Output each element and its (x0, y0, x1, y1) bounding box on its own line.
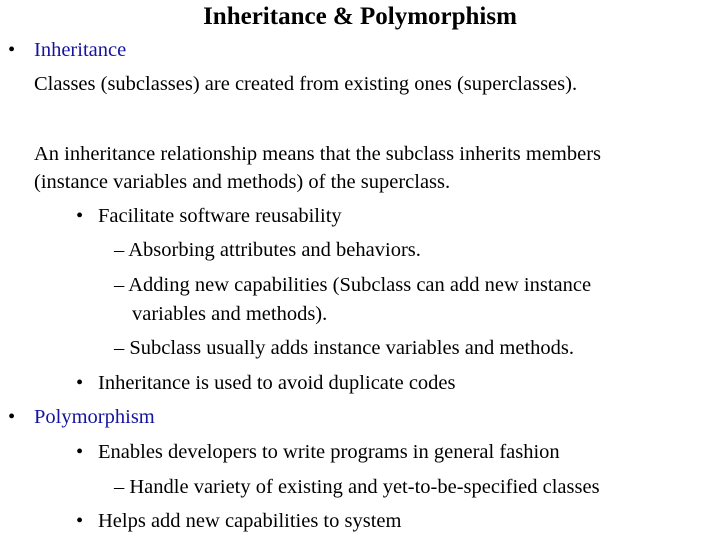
bullet-marker: • (76, 372, 84, 394)
bullet-marker: • (8, 406, 16, 428)
bullet-marker: • (76, 205, 84, 227)
inheritance-intro: Classes (subclasses) are created from existing ones (superclasses). (34, 73, 578, 95)
bullet-marker: • (76, 510, 84, 532)
capabilities-item: Helps add new capabilities to system (98, 510, 402, 532)
inheritance-relationship-line2: (instance variables and methods) of the superclass. (34, 171, 451, 193)
reuse-subitem-subclass-adds: – Subclass usually adds instance variables and methods. (114, 337, 575, 359)
general-subitem-variety: – Handle variety of existing and yet-to-be-specified classes (114, 476, 600, 498)
page-title: Inheritance & Polymorphism (203, 3, 517, 30)
inheritance-heading: Inheritance (34, 39, 127, 61)
reuse-subitem-adding-line1: – Adding new capabilities (Subclass can add new instance (114, 274, 592, 296)
duplicate-item: Inheritance is used to avoid duplicate codes (98, 372, 456, 394)
inheritance-relationship-line1: An inheritance relationship means that the subclass inherits members (34, 143, 602, 165)
reuse-item: Facilitate software reusability (98, 205, 342, 227)
general-fashion-item: Enables developers to write programs in general fashion (98, 441, 560, 463)
reuse-subitem-absorbing: – Absorbing attributes and behaviors. (114, 239, 421, 261)
polymorphism-heading: Polymorphism (34, 406, 155, 428)
bullet-marker: • (8, 39, 16, 61)
reuse-subitem-adding-line2: variables and methods). (132, 303, 328, 325)
bullet-marker: • (76, 441, 84, 463)
